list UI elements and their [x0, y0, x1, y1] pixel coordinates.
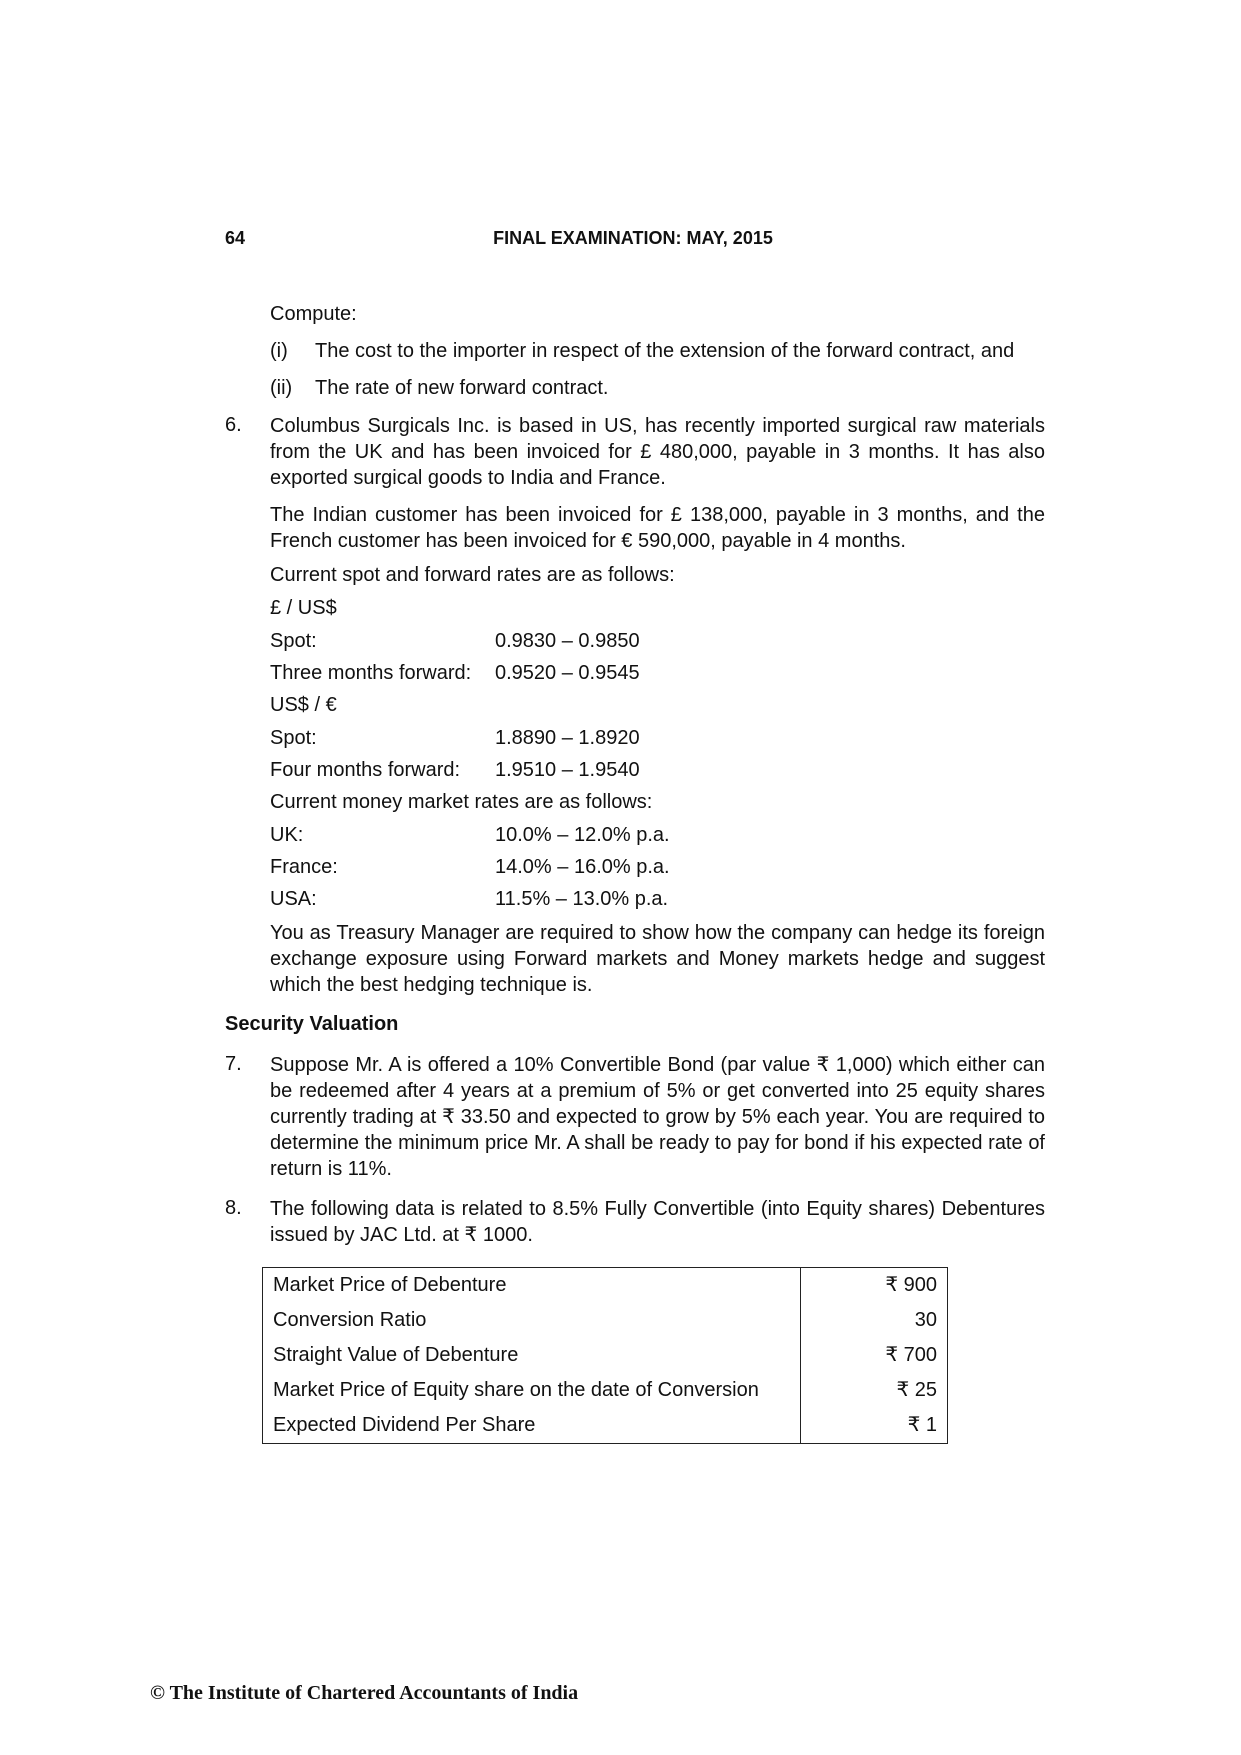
table-cell-label: Straight Value of Debenture — [263, 1338, 801, 1373]
rate-label: Spot: — [270, 630, 317, 652]
section-heading: Security Valuation — [225, 1013, 399, 1035]
question-8-paragraph: The following data is related to 8.5% Fully Convertible (into Equity shares) Debentures issued by JAC Ltd. at ₹ 1000. — [270, 1198, 1045, 1246]
rate-label: UK: — [270, 824, 304, 846]
rate-value: 10.0% – 12.0% p.a. — [495, 824, 670, 846]
table-row — [263, 1373, 948, 1408]
table-cell-value: ₹ 25 — [801, 1373, 948, 1408]
table-row — [263, 1408, 948, 1444]
question-6-paragraph: You as Treasury Manager are required to show how the company can hedge its foreign exchange exposure using Forward markets and Money markets hedge and suggest which the best hedging technique is. — [270, 922, 1045, 996]
rate-label: Four months forward: — [270, 759, 461, 781]
rate-label: France: — [270, 856, 338, 878]
page-number: 64 — [225, 228, 246, 248]
table-cell-value: ₹ 900 — [801, 1268, 948, 1304]
table-cell-label: Conversion Ratio — [263, 1303, 801, 1338]
compute-item-num: (ii) — [270, 377, 293, 399]
question-number: 8. — [225, 1197, 242, 1219]
debenture-data-table — [262, 1267, 948, 1444]
question-7-paragraph: Suppose Mr. A is offered a 10% Convertible Bond (par value ₹ 1,000) which either can be redeemed after 4 years at a premium of 5% or get converted into 25 equity shares currently trading at ₹ 33.50 and expected to grow by 5% each year. You are required to determine the minimum price Mr. A shall be ready to pay for bond if his expected rate of return is 11%. — [270, 1054, 1045, 1180]
compute-item-text: The cost to the importer in respect of the extension of the forward contract, and — [315, 340, 1015, 362]
rate-value: 0.9520 – 0.9545 — [495, 662, 640, 684]
rate-value: 1.9510 – 1.9540 — [495, 759, 640, 781]
table-cell-value: ₹ 1 — [801, 1408, 948, 1444]
question-6-paragraph: The Indian customer has been invoiced for £ 138,000, payable in 3 months, and the French customer has been invoiced for € 590,000, payable in 4 months. — [270, 504, 1045, 552]
page-header-title: FINAL EXAMINATION: MAY, 2015 — [493, 228, 773, 248]
question-number: 7. — [225, 1053, 242, 1075]
rate-value: 11.5% – 13.0% p.a. — [495, 888, 669, 910]
table-cell-label: Expected Dividend Per Share — [263, 1408, 801, 1444]
rate-value: 14.0% – 16.0% p.a. — [495, 856, 670, 878]
table-cell-label: Market Price of Debenture — [263, 1268, 801, 1304]
table-cell-value: 30 — [801, 1303, 948, 1338]
question-number: 6. — [225, 414, 242, 436]
compute-label: Compute: — [270, 303, 357, 325]
table-row — [263, 1268, 948, 1304]
table-row — [263, 1303, 948, 1338]
rates-intro: Current spot and forward rates are as follows: — [270, 564, 675, 586]
rate-label: Three months forward: — [270, 662, 472, 684]
compute-item-num: (i) — [270, 340, 288, 362]
rate-label: Spot: — [270, 727, 317, 749]
currency-pair: £ / US$ — [270, 597, 337, 619]
table-row — [263, 1338, 948, 1373]
table-cell-label: Market Price of Equity share on the date of Conversion — [263, 1373, 801, 1408]
money-market-heading: Current money market rates are as follows: — [270, 791, 653, 813]
table-cell-value: ₹ 700 — [801, 1338, 948, 1373]
rate-value: 0.9830 – 0.9850 — [495, 630, 640, 652]
question-6-paragraph: Columbus Surgicals Inc. is based in US, has recently imported surgical raw materials from the UK and has been invoiced for £ 480,000, payable in 3 months. It has also exported surgical goods to India and France. — [270, 415, 1045, 489]
rate-label: USA: — [270, 888, 317, 910]
copyright-footer: © The Institute of Chartered Accountants of India — [150, 1682, 579, 1704]
rate-value: 1.8890 – 1.8920 — [495, 727, 640, 749]
compute-item-text: The rate of new forward contract. — [315, 377, 609, 399]
currency-pair: US$ / € — [270, 694, 337, 716]
